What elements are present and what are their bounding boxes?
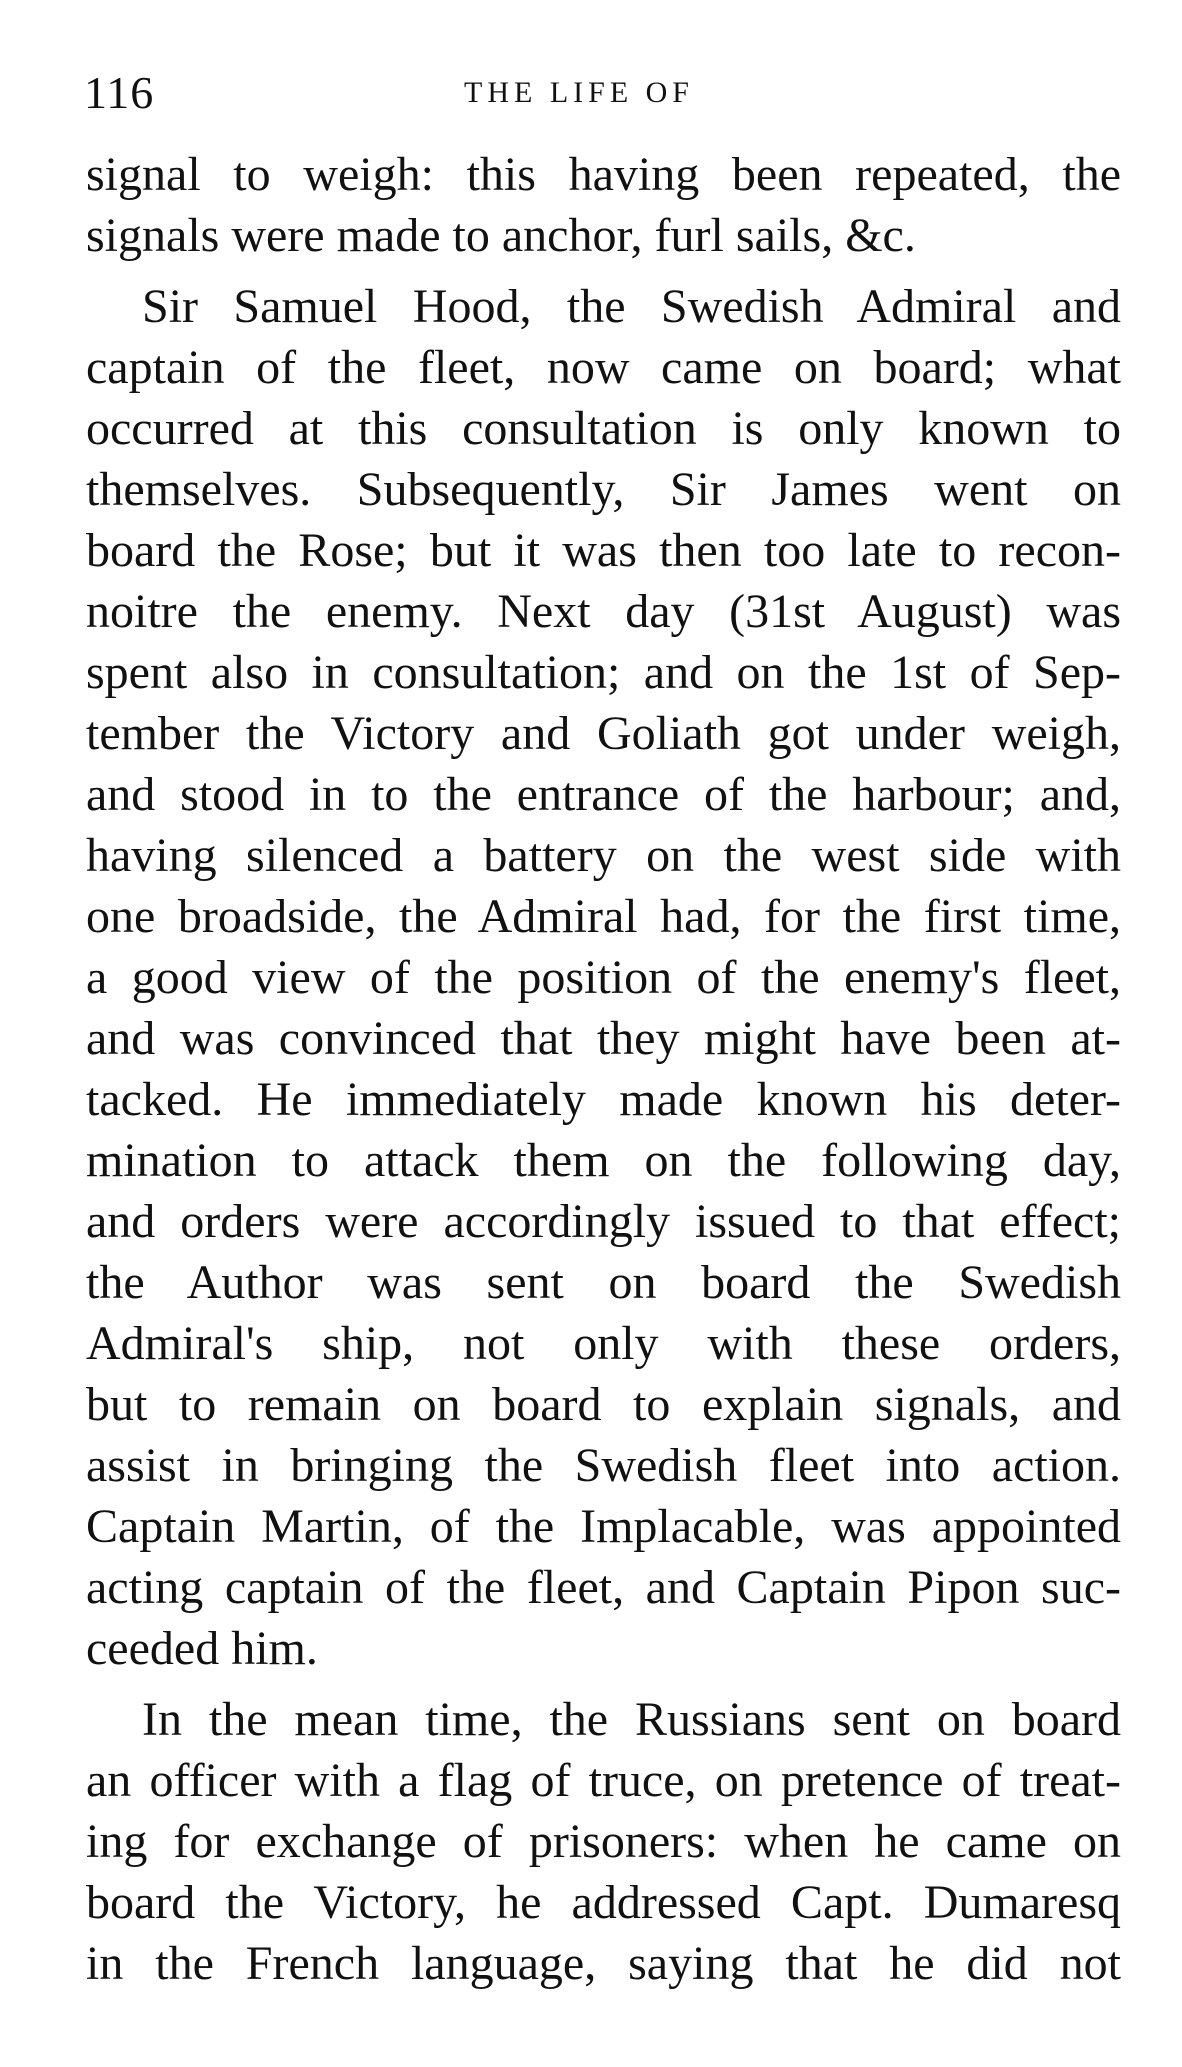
text-line: Captain Martin, of the Implacable, was appointed (86, 1500, 1121, 1553)
text-line: tember the Victory and Goliath got under weigh, (86, 707, 1121, 760)
text-line: mination to attack them on the following day, (86, 1134, 1121, 1187)
text-line: spent also in consultation; and on the 1st of Sep- (86, 646, 1121, 699)
text-line: board the Rose; but it was then too late to recon- (86, 524, 1121, 577)
text-line: and was convinced that they might have been at- (86, 1012, 1121, 1065)
text-line: tacked. He immediately made known his deter- (86, 1073, 1121, 1126)
text-line: In the mean time, the Russians sent on board (142, 1693, 1121, 1746)
text-line: acting captain of the fleet, and Captain Pipon suc- (86, 1561, 1121, 1614)
text-line: the Author was sent on board the Swedish (86, 1256, 1121, 1309)
text-line: and orders were accordingly issued to that effect; (86, 1195, 1121, 1248)
text-line: assist in bringing the Swedish fleet into action. (86, 1439, 1121, 1492)
text-line: one broadside, the Admiral had, for the first time, (86, 890, 1121, 943)
paragraph (86, 276, 1121, 1679)
paragraph (86, 1689, 1121, 1994)
text-line: having silenced a battery on the west side with (86, 829, 1121, 882)
text-line: noitre the enemy. Next day (31st August) was (86, 585, 1121, 638)
text-line: but to remain on board to explain signals, and (86, 1378, 1121, 1431)
text-line: board the Victory, he addressed Capt. Dumaresq (86, 1876, 1121, 1929)
page-number: 116 (84, 67, 155, 118)
text-line: signal to weigh: this having been repeated, the (86, 148, 1121, 201)
text-line: ing for exchange of prisoners: when he came on (86, 1815, 1121, 1868)
text-line: ceeded him. (86, 1622, 318, 1675)
paragraph (86, 144, 1121, 266)
text-line: a good view of the position of the enemy's fleet, (86, 951, 1121, 1004)
text-line: and stood in to the entrance of the harbour; and, (86, 768, 1121, 821)
text-line: Sir Samuel Hood, the Swedish Admiral and (142, 280, 1121, 333)
text-line: occurred at this consultation is only known to (86, 402, 1121, 455)
text-line: in the French language, saying that he did not (86, 1937, 1121, 1990)
text-line: signals were made to anchor, furl sails, &c. (86, 209, 916, 262)
page-header (84, 66, 1119, 126)
body-text (86, 144, 1121, 1994)
text-line: themselves. Subsequently, Sir James went on (86, 463, 1121, 516)
text-line: Admiral's ship, not only with these orders, (86, 1317, 1121, 1370)
text-line: captain of the fleet, now came on board; what (86, 341, 1121, 394)
text-line: an officer with a flag of truce, on pretence of treat- (86, 1754, 1121, 1807)
running-title: THE LIFE OF (464, 76, 694, 109)
